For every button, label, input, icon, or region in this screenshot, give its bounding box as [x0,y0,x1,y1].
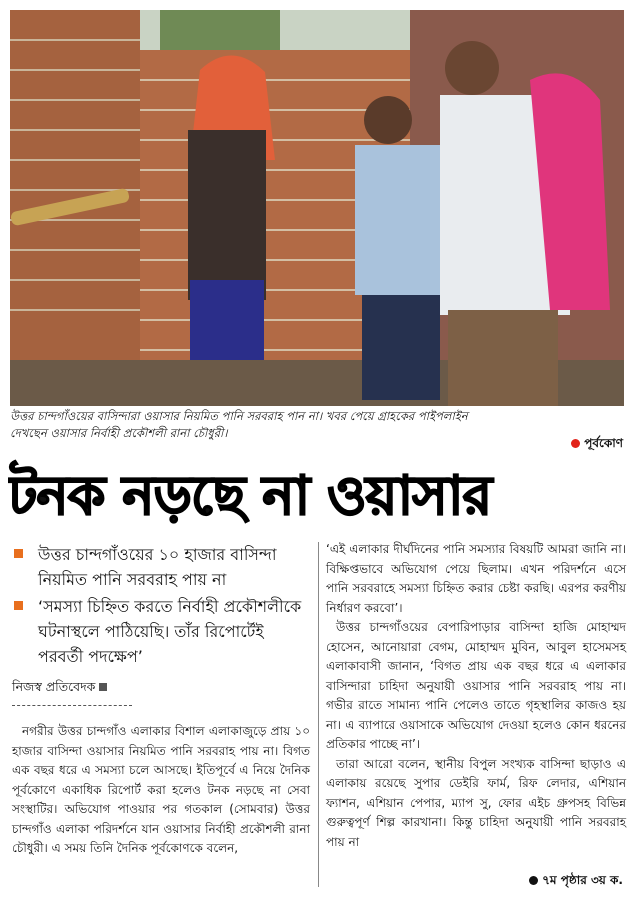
article-body-left [12,722,310,859]
left-column [12,542,310,859]
byline-square-icon [99,683,107,691]
bullet-point-2 [12,594,310,669]
credit-dot-icon [571,439,580,448]
body-paragraph: উত্তর চান্দগাঁওয়ের বেপারিপাড়ার বাসিন্দা হাজি মোহাম্মদ হোসেন, আনোয়ারা বেগম, মোহাম্মদ মুবিন, আবুল হাসেমসহ এলাকাবাসী জানান, ‘বিগত প্রায় এক বছর ধরে এ এলাকার বাসিন্দারা চাহিদা অনুযায়ী ওয়াসার পানি সরবরাহ পায় না। গভীর রাতে সামান্য পানি পেলেও তাতে গৃহস্থালির কাজও হয় না। এ ব্যাপারে ওয়াসাকে অভিযোগ দেওয়া হলেও কোন ধরনের প্রতিকার পাচ্ছে না’। [326,620,626,751]
caption-line-2: দেখছেন ওয়াসার নির্বাহী প্রকৌশলী রানা চৌধুরী। [10,426,228,440]
bullet-text-1: উত্তর চান্দগাঁওয়ের ১০ হাজার বাসিন্দা নিয়মিত পানি সরবরাহ পায় না [38,545,277,589]
continued-dot-icon [529,876,538,885]
caption-line-1: উত্তর চান্দগাঁওয়ের বাসিন্দারা ওয়াসার নিয়মিত পানি সরবরাহ পান না। খবর পেয়ে গ্রাহকের পাইপলাইন [10,409,468,423]
reporter-name: নিজস্ব প্রতিবেদক [12,679,96,694]
credit-text: পূর্বকোণ [584,436,623,450]
bullet-square-icon [14,549,23,558]
news-photo [10,10,624,406]
photo-credit [571,435,623,455]
column-divider [318,542,319,887]
bullet-text-2: ‘সমস্যা চিহ্নিত করতে নির্বাহী প্রকৌশলীকে ঘটনাস্থলে পাঠিয়েছি। তাঁর রিপোর্টেই পরবর্তী পদক্ষেপ’ [38,597,302,666]
photo-caption [10,408,624,442]
body-paragraph: নগরীর উত্তর চান্দগাঁও এলাকার বিশাল এলাকাজুড়ে প্রায় ১০ হাজার বাসিন্দা ওয়াসার নিয়মিত পানি সরবরাহ পায় না। বিগত এক বছর ধরে এ সমস্যা চলে আসছে। ইতিপূর্বে এ নিয়ে দৈনিক পূর্বকোণে একাধিক রিপোর্ট করা হলেও টনক নড়ছে না সেবা সংস্থাটির। অভিযোগ পাওয়ার পর গতকাল (সোমবার) উত্তর চান্দগাঁও এলাকা পরিদর্শনে যান ওয়াসার নির্বাহী প্রকৌশলী রানা চৌধুরী। এ সময় তিনি দৈনিক পূর্বকোণকে বলেন, [12,724,310,855]
bullet-square-icon [14,601,23,610]
reporter-byline [12,679,132,706]
continued-note [529,872,623,892]
headline: টনক নড়ছে না ওয়াসার [8,464,492,527]
article-body-right [326,540,626,852]
bullet-point-1 [12,542,310,592]
photo-illustration [10,10,624,406]
continued-text: ৭ম পৃষ্ঠার ৩য় ক. [542,873,623,887]
body-paragraph: ‘এই এলাকার দীর্ঘদিনের পানি সমস্যার বিষয়টি আমরা জানি না। বিক্ষিপ্তভাবে অভিযোগ পেয়ে ছিলাম। এখন পরিদর্শনে এসে পানি সরবরাহে সমস্যা চিহ্নিত করার চেষ্টা করছি। এরপর করণীয় নির্ধারণ করবো’। [326,542,626,615]
body-paragraph: তারা আরো বলেন, স্থানীয় বিপুল সংখ্যক বাসিন্দা ছাড়াও এ এলাকায় রয়েছে সুপার ডেইরি ফার্ম, রিফ লেদার, এশিয়ান ফ্যাশন, এশিয়ান পেপার, ম্যাপ সু, ফোর এইচ গ্রুপসহ বিভিন্ন গুরুত্বপূর্ণ শিল্প কারখানা। কিন্তু চাহিদা অনুযায়ী পানি সরবরাহ পায় না [326,756,626,849]
